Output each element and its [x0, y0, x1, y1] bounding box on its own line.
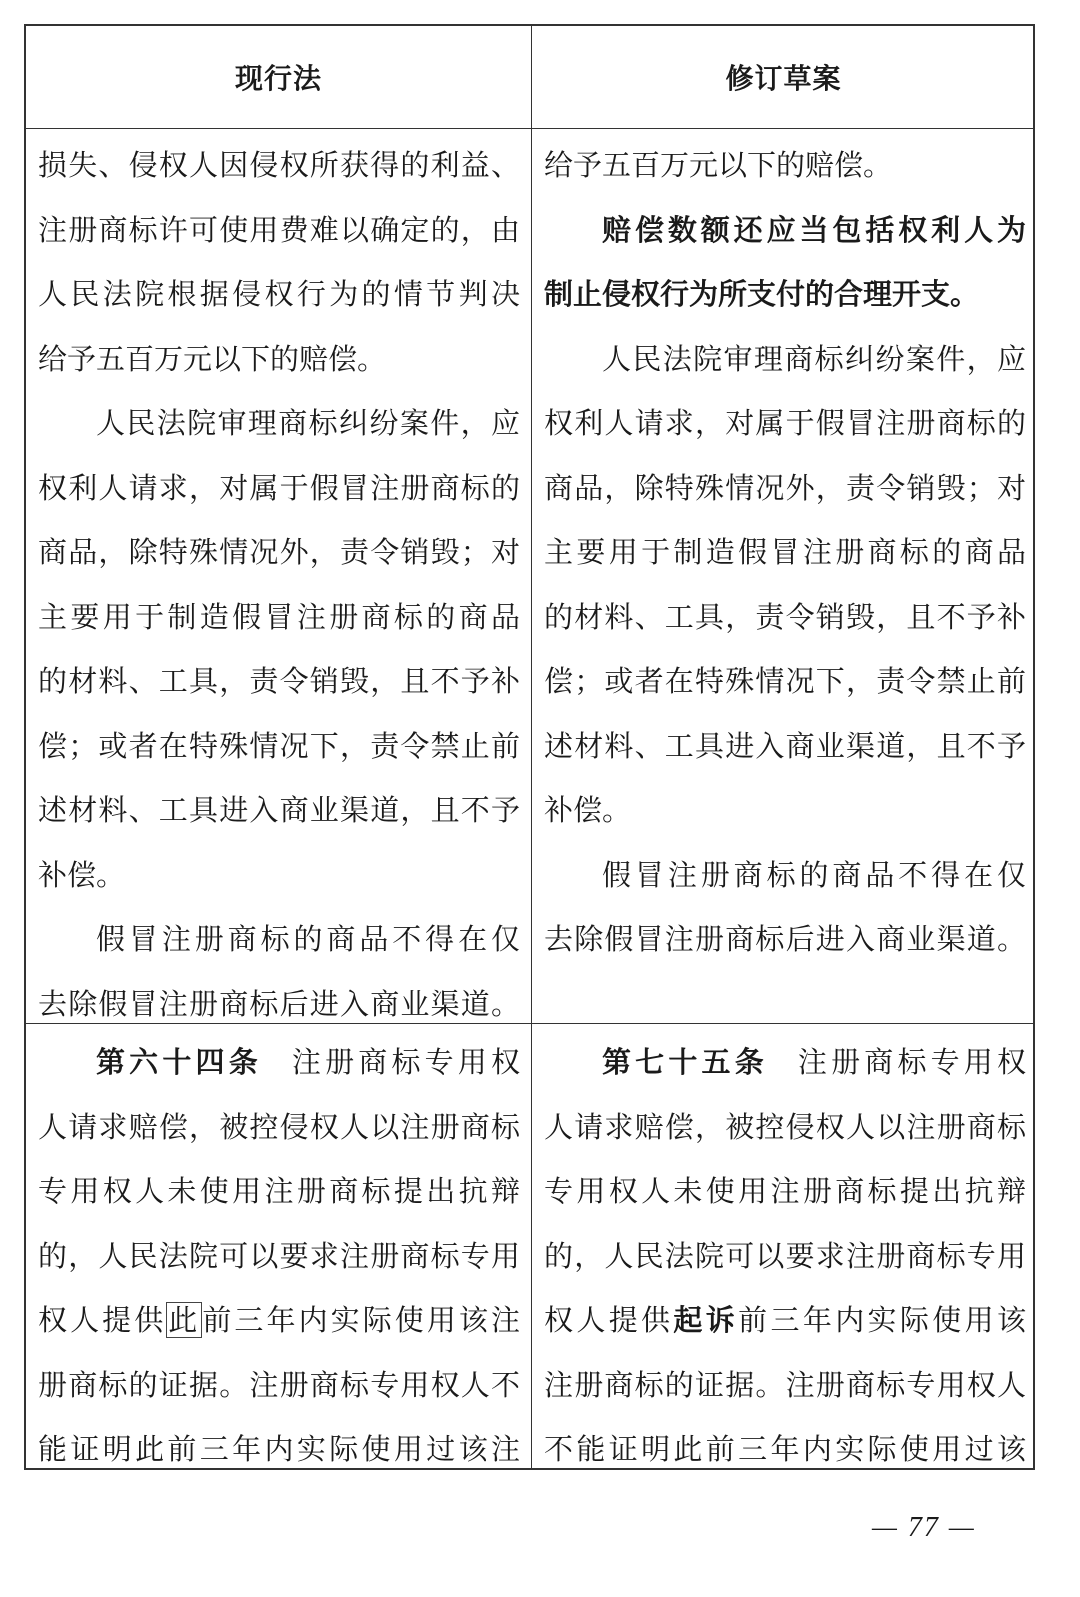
- text-line: [38, 327, 520, 392]
- text-segment: 人请求赔偿，被控侵权人以注册商标: [38, 1109, 520, 1144]
- text-segment: 专用权人未使用注册商标提出抗辩: [544, 1174, 1026, 1208]
- bold-text: 制止侵权行为所支付的合理开支。: [544, 277, 980, 311]
- text-segment: 假冒注册商标的商品不得在仅: [602, 857, 1026, 892]
- text-line: [544, 520, 1026, 585]
- text-line: [544, 1159, 1026, 1224]
- bold-text: 第七十五条: [602, 1045, 768, 1079]
- text-segment: 人民法院审理商标纠纷案件，应: [96, 406, 520, 440]
- comparison-table: [24, 24, 1035, 1470]
- text-line: [38, 1417, 520, 1482]
- text-segment: 注册商标的证据。注册商标专用权人: [544, 1367, 1026, 1402]
- text-segment: 给予五百万元以下的赔偿。: [38, 341, 387, 376]
- text-line: [544, 778, 1026, 843]
- page-number: — 77 —: [872, 1512, 976, 1543]
- text-segment: 损失、侵权人因侵权所获得的利益、: [38, 148, 520, 182]
- text-line: [38, 456, 520, 521]
- text-segment: 主要用于制造假冒注册商标的商品: [38, 599, 520, 634]
- text-segment: 的材料、工具，责令销毁，且不予补: [38, 664, 520, 698]
- text-segment: 假冒注册商标的商品不得在仅: [96, 922, 520, 956]
- text-segment: 去除假冒注册商标后进入商业渠道。: [544, 922, 1026, 956]
- text-line: [38, 391, 520, 456]
- text-line: [544, 456, 1026, 521]
- text-segment: 注册商标专用权: [291, 1045, 520, 1079]
- text-segment: 不能证明此前三年内实际使用过该: [544, 1432, 1026, 1466]
- text-segment: 商品，除特殊情况外，责令销毁；对: [38, 535, 520, 569]
- row2-current-law-cell: [38, 1030, 520, 1482]
- text-line: [38, 907, 520, 972]
- text-segment: 主要用于制造假冒注册商标的商品: [544, 535, 1026, 569]
- text-segment: 人请求赔偿，被控侵权人以注册商标: [544, 1109, 1026, 1144]
- text-segment: 人民法院根据侵权行为的情节判决: [38, 277, 520, 311]
- text-line: [544, 1224, 1026, 1289]
- text-line: [38, 649, 520, 714]
- column-divider: [531, 26, 532, 1468]
- bold-text: 赔偿数额还应当包括权利人为: [602, 212, 1026, 247]
- text-segment: 给予五百万元以下的赔偿。: [544, 148, 893, 182]
- text-segment: 能证明此前三年内实际使用过该注: [38, 1432, 520, 1466]
- text-segment: 的，人民法院可以要求注册商标专用: [544, 1238, 1026, 1273]
- text-line: [544, 1030, 1026, 1095]
- text-line: [544, 585, 1026, 650]
- text-line: [544, 198, 1026, 263]
- bold-text: 起诉: [673, 1303, 739, 1337]
- text-segment: 的材料、工具，责令销毁，且不予补: [544, 599, 1026, 634]
- text-segment: 注册商标专用权: [797, 1045, 1026, 1079]
- text-line: [38, 972, 520, 1037]
- row2-revised-draft-cell: [544, 1030, 1026, 1482]
- text-segment: 前三年内实际使用该注: [202, 1303, 520, 1337]
- boxed-text: 此: [168, 1303, 201, 1337]
- text-segment: 前三年内实际使用该: [738, 1303, 1026, 1337]
- text-segment: 权利人请求，对属于假冒注册商标的: [38, 470, 520, 505]
- text-line: [38, 1288, 520, 1353]
- text-segment: 册商标的证据。注册商标专用权人不: [38, 1367, 520, 1402]
- row1-revised-draft-cell: [544, 133, 1026, 972]
- text-line: [38, 714, 520, 779]
- text-segment: 补偿。: [38, 857, 126, 892]
- text-line: [544, 1353, 1026, 1418]
- text-line: [38, 585, 520, 650]
- text-line: [38, 843, 520, 908]
- text-line: [38, 1353, 520, 1418]
- text-line: [544, 714, 1026, 779]
- header-current-law: 现行法: [234, 62, 322, 95]
- text-line: [38, 1095, 520, 1160]
- text-line: [38, 262, 520, 327]
- text-line: [544, 1417, 1026, 1482]
- text-line: [544, 391, 1026, 456]
- text-segment: 专用权人未使用注册商标提出抗辩: [38, 1174, 520, 1208]
- text-line: [38, 198, 520, 263]
- text-segment: 注册商标许可使用费难以确定的，由: [38, 212, 520, 247]
- text-line: [38, 133, 520, 198]
- text-segment: 偿；或者在特殊情况下，责令禁止前: [38, 728, 520, 763]
- text-segment: 权人提供: [38, 1303, 167, 1337]
- text-line: [544, 1095, 1026, 1160]
- text-line: [544, 262, 1026, 327]
- text-line: [544, 843, 1026, 908]
- text-line: [38, 520, 520, 585]
- text-line: [38, 778, 520, 843]
- text-segment: 偿；或者在特殊情况下，责令禁止前: [544, 664, 1026, 698]
- text-line: [544, 327, 1026, 392]
- header-revised-draft: 修订草案: [725, 62, 842, 95]
- text-segment: 商品，除特殊情况外，责令销毁；对: [544, 470, 1026, 505]
- text-line: [38, 1224, 520, 1289]
- row1-current-law-cell: [38, 133, 520, 1036]
- text-segment: 去除假冒注册商标后进入商业渠道。: [38, 986, 520, 1021]
- text-segment: 权利人请求，对属于假冒注册商标的: [544, 406, 1026, 440]
- header-divider: [26, 128, 1033, 129]
- text-segment: 述材料、工具进入商业渠道，且不予: [544, 728, 1026, 763]
- text-line: [544, 133, 1026, 198]
- text-line: [544, 907, 1026, 972]
- text-line: [544, 1288, 1026, 1353]
- text-line: [38, 1159, 520, 1224]
- text-segment: 人民法院审理商标纠纷案件，应: [602, 341, 1026, 376]
- text-line: [544, 649, 1026, 714]
- text-segment: 的，人民法院可以要求注册商标专用: [38, 1238, 520, 1273]
- text-line: [38, 1030, 520, 1095]
- text-segment: 述材料、工具进入商业渠道，且不予: [38, 793, 520, 827]
- text-segment: 权人提供: [544, 1303, 674, 1337]
- text-segment: 补偿。: [544, 793, 632, 827]
- bold-text: 第六十四条: [96, 1045, 262, 1079]
